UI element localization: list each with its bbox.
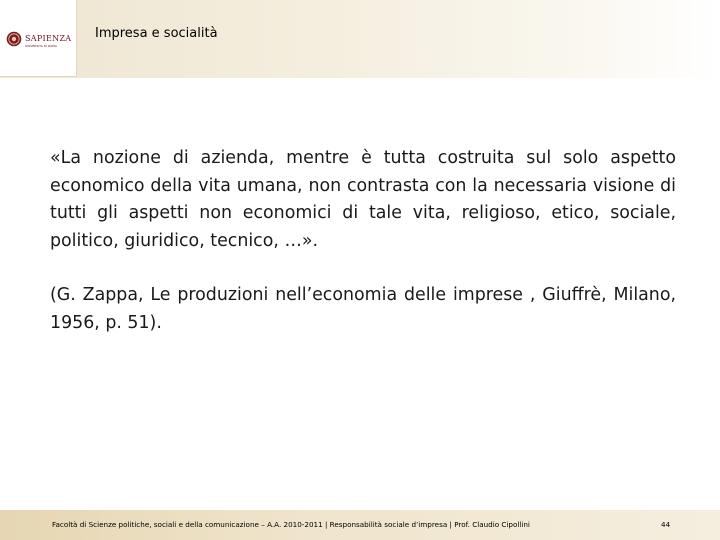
footer-course-info: Facoltà di Scienze politiche, sociali e della comunicazione – A.A. 2010-2011 | Responsabilità sociale d’impresa | Prof. Claudio Cipollini [52,520,530,529]
logo-subtitle: UNIVERSITÀ DI ROMA [25,44,57,48]
footer-band [0,510,720,540]
page-number: 44 [661,520,671,529]
header-band [0,0,720,78]
university-logo [0,0,77,77]
sapienza-seal-icon [6,31,22,47]
slide-body [50,145,676,337]
slide-title: Impresa e socialità [95,26,218,41]
logo-wordmark: SAPIENZA [25,34,72,43]
citation-paragraph: (G. Zappa, Le produzioni nell’economia delle imprese , Giuffrè, Milano, 1956, p. 51). [50,285,676,333]
quote-paragraph: «La nozione di azienda, mentre è tutta costruita sul solo aspetto economico della vita umana, non contrasta con la necessaria visione di tutti gli aspetti non economici di tale vita, religioso, etico, sociale, politico, giuridico, tecnico, …». [50,148,676,251]
